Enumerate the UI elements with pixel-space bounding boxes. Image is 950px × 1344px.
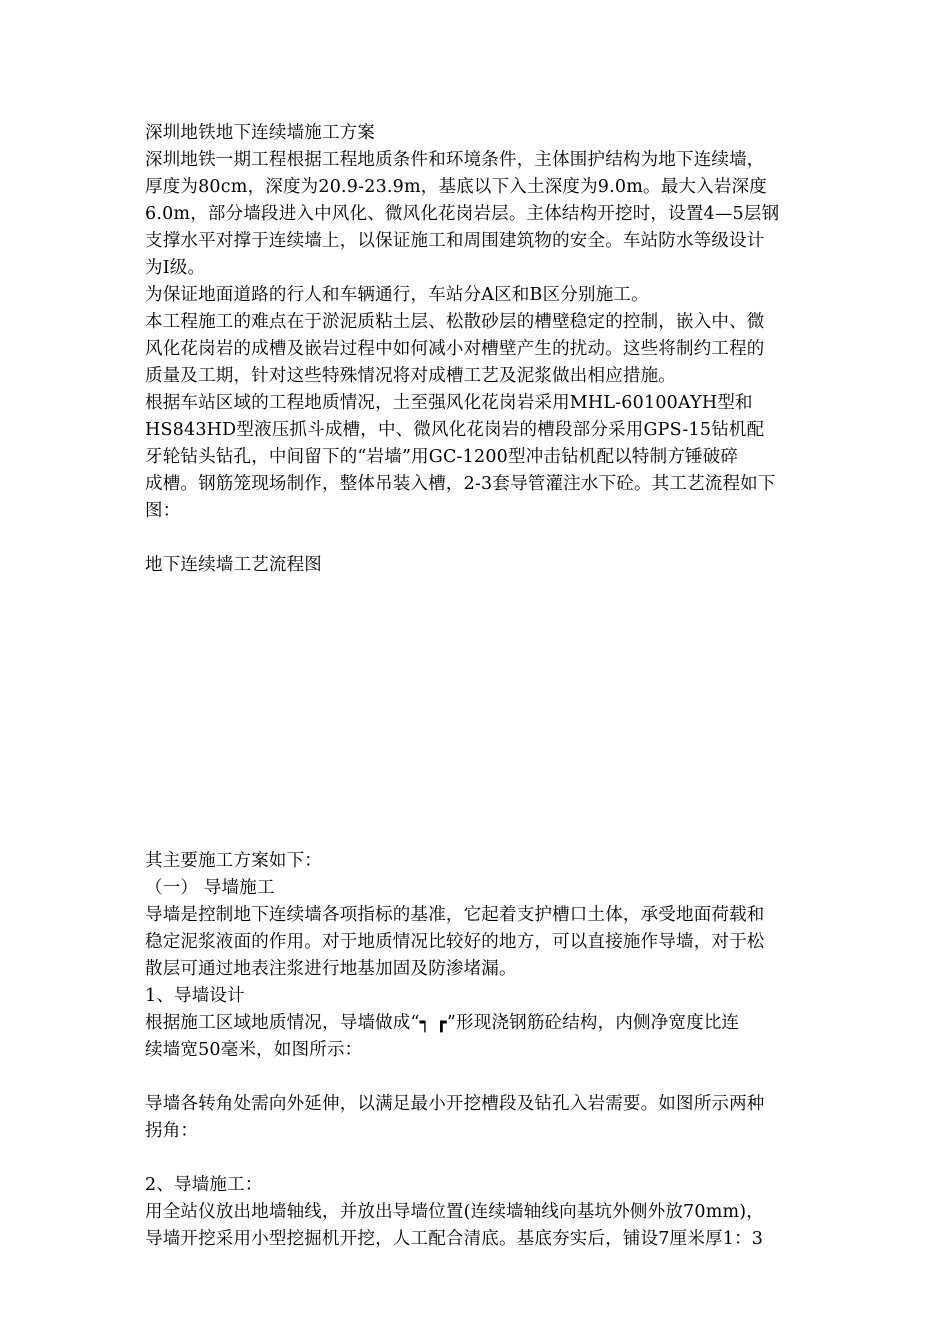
difficulty-line-3: 质量及工期，针对这些特殊情况将对成槽工艺及泥浆做出相应措施。 [145, 366, 676, 386]
flowchart-caption: 地下连续墙工艺流程图 [145, 555, 322, 575]
section-heading-guide-wall: （一） 导墙施工 [145, 878, 275, 898]
corner-line-2: 拐角： [145, 1121, 199, 1141]
guide-wall-line-2: 稳定泥浆液面的作用。对于地质情况比较好的地方，可以直接施作导墙，对于松 [145, 932, 765, 952]
method-line-3: 牙轮钻头钻孔，中间留下的“岩墙”用GC-1200型冲击钻机配以特制方锤破碎 [145, 447, 739, 467]
intro-line-4: 支撑水平对撑于连续墙上，以保证施工和周围建筑物的安全。车站防水等级设计 [145, 231, 765, 251]
construction-line-2: 导墙开挖采用小型挖掘机开挖，人工配合清底。基底夯实后，铺设7厘米厚1：3 [145, 1229, 764, 1249]
method-line-2: HS843HD型液压抓斗成槽，中、微风化花岗岩的槽段部分采用GPS-15钻机配 [145, 420, 765, 440]
difficulty-line-1: 本工程施工的难点在于淤泥质粘土层、松散砂层的槽壁稳定的控制，嵌入中、微 [145, 312, 765, 332]
plan-intro: 其主要施工方案如下： [145, 851, 322, 871]
document-title: 深圳地铁地下连续墙施工方案 [145, 123, 376, 143]
method-line-1: 根据车站区域的工程地质情况，土至强风化花岗岩采用MHL-60100AYH型和 [145, 393, 753, 413]
subheading-design: 1、导墙设计 [145, 986, 245, 1006]
corner-line-1: 导墙各转角处需向外延伸，以满足最小开挖槽段及钻孔入岩需要。如图所示两种 [145, 1094, 765, 1114]
design-line-1: 根据施工区域地质情况，导墙做成“┑ ┏”形现浇钢筋砼结构，内侧净宽度比连 [145, 1013, 740, 1033]
intro-line-3: 6.0m，部分墙段进入中风化、微风化花岗岩层。主体结构开挖时，设置4—5层钢 [145, 204, 780, 224]
guide-wall-line-3: 散层可通过地表注浆进行地基加固及防渗堵漏。 [145, 959, 517, 979]
subheading-construction: 2、导墙施工： [145, 1175, 263, 1195]
difficulty-line-2: 风化花岗岩的成槽及嵌岩过程中如何减小对槽壁产生的扰动。这些将制约工程的 [145, 339, 765, 359]
guide-wall-line-1: 导墙是控制地下连续墙各项指标的基准，它起着支护槽口土体，承受地面荷载和 [145, 905, 765, 925]
traffic-paragraph: 为保证地面道路的行人和车辆通行，车站分A区和B区分别施工。 [145, 285, 649, 305]
construction-line-1: 用全站仪放出地墙轴线，并放出导墙位置(连续墙轴线向基坑外侧外放70mm)， [145, 1202, 765, 1222]
design-line-2: 续墙宽50毫米，如图所示： [145, 1040, 363, 1060]
intro-line-2: 厚度为80cm，深度为20.9-23.9m，基底以下入土深度为9.0m。最大入岩深度 [145, 177, 767, 197]
intro-line-5: 为Ⅰ级。 [145, 258, 206, 278]
method-line-5: 图： [145, 501, 181, 521]
intro-line-1: 深圳地铁一期工程根据工程地质条件和环境条件，主体围护结构为地下连续墙， [145, 150, 765, 170]
method-line-4: 成槽。钢筋笼现场制作，整体吊装入槽，2-3套导管灌注水下砼。其工艺流程如下 [145, 474, 776, 494]
